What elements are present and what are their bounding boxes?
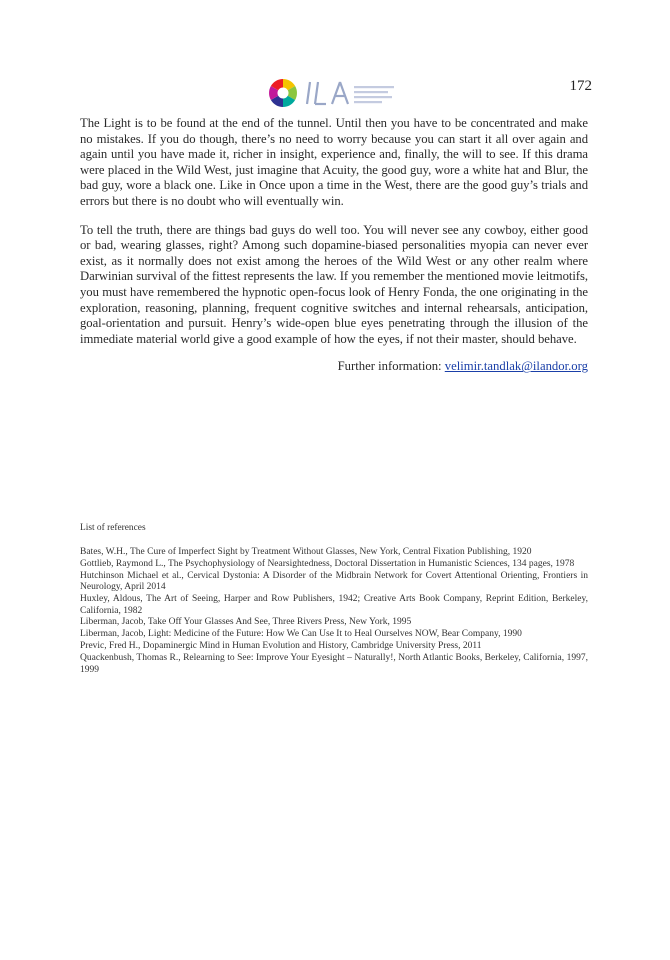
reference-item: Gottlieb, Raymond L., The Psychophysiology of Nearsightedness, Doctoral Dissertation in Humanistic Sciences, 134 pages, 1978 [80,558,575,569]
email-link[interactable]: velimir.tandlak@ilandor.org [444,359,588,374]
reference-item: Hutchinson Michael et al., Cervical Dystonia: A Disorder of the Midbrain Network for Covert Attentional Orienting, Frontiers in Neurology, April 2014 [80,570,588,593]
ila-logo-icon [266,74,406,112]
page-number: 172 [569,78,592,94]
reference-item: Liberman, Jacob, Take Off Your Glasses And See, Three Rivers Press, New York, 1995 [80,617,412,628]
reference-item: Huxley, Aldous, The Art of Seeing, Harper and Row Publishers, 1942; Creative Arts Book Company, Reprint Edition, Berkeley, California, 1982 [80,594,588,616]
references-title: List of references [80,523,146,533]
paragraph: The Light is to be found at the end of the tunnel. Until then you have to be concentrated and make no mistakes. If you do though, there’s no need to worry because you can start it all over again and again until you have made it, richer in insight, experience and, finally, the will to see. If this drama were placed in the Wild West, just imagine that Acuity, the good guy, wore a white hat and Blur, the bad guy, wore a black one. Like in Once upon a time in the West, there are the good guy’s trials and errors but there is no doubt who will eventually win. [80,116,588,208]
main-text [80,116,588,374]
reference-item: Quackenbush, Thomas R., Relearning to See: Improve Your Eyesight – Naturally!, North Atlantic Books, Berkeley, California, 1997, 1999 [80,653,588,675]
reference-item: Previc, Fred H., Dopaminergic Mind in Human Evolution and History, Cambridge University Press, 2011 [80,641,482,652]
references-section [80,522,588,676]
reference-item: Liberman, Jacob, Light: Medicine of the Future: How We Can Use It to Heal Ourselves NOW, Bear Company, 1990 [80,629,522,640]
paragraph: To tell the truth, there are things bad guys do well too. You will never see any cowboy, either good or bad, wearing glasses, right? Among such dopamine-biased personalities myopia can never ever exist, as it normally does not exist among the heroes of the Wild West or any other realm where Darwinian survival of the fittest represents the law. If you remember the mentioned movie leitmotifs, you must have remembered the hypnotic open-focus look of Henry Fonda, the one originating in the exploration, reasoning, planning, frequent cognitive switches and internal rehearsals, anticipation, goal-orientation and pursuit. Henry’s wide-open blue eyes penetrating through the illusion of the immediate material world give a good example of how the eyes, if not their master, should behave. [80,222,588,346]
reference-item: Bates, W.H., The Cure of Imperfect Sight by Treatment Without Glasses, New York, Central Fixation Publishing, 1920 [80,547,532,557]
ila-logo [266,74,406,112]
further-information [80,358,588,374]
further-information-label: Further information: [337,359,442,374]
